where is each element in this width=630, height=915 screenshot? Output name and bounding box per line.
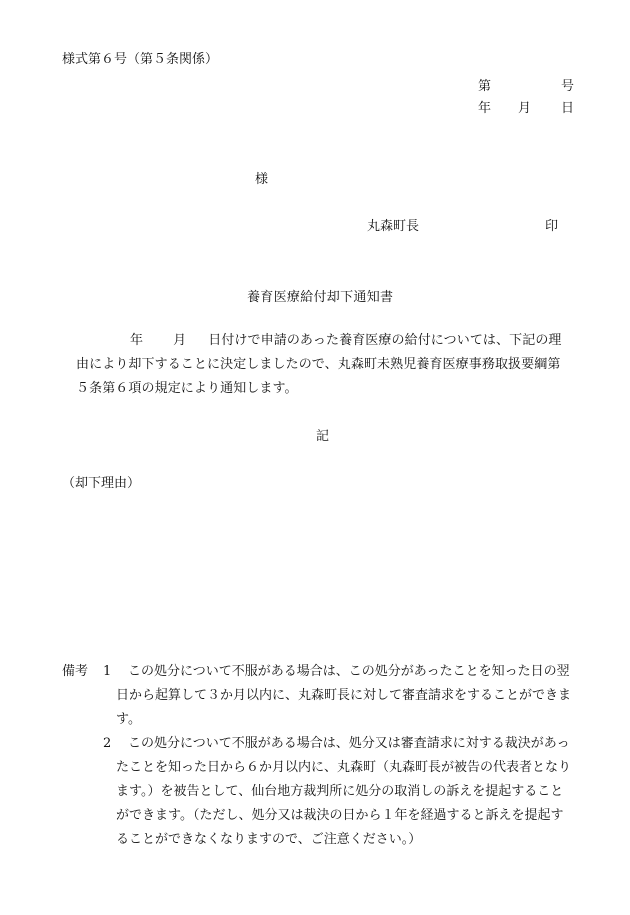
form-label: 様式第６号（第５条関係）: [62, 52, 219, 67]
note-2-line-1: この処分について不服がある場合は、処分又は審査請求に対する裁決があっ: [128, 736, 570, 751]
date-month: 月: [518, 101, 532, 116]
reason-label: （却下理由）: [62, 476, 141, 491]
body-line-1-text: 日付けで申請のあった養育医療の給付については、下記の理: [208, 333, 562, 348]
date-year: 年: [478, 101, 492, 116]
note-2-line-3: ます。）を被告として、仙台地方裁判所に処分の取消しの訴えを提起すること: [116, 784, 564, 799]
document-title: 養育医療給付却下通知書: [247, 290, 394, 305]
doc-number-suffix: 号: [561, 79, 575, 94]
note-1-line-1: この処分について不服がある場合は、この処分があったことを知った日の翌: [128, 664, 570, 679]
body-month: 月: [173, 333, 187, 348]
note-1-line-2: 日から起算して３か月以内に、丸森町長に対して審査請求をすることができま: [116, 688, 572, 703]
note-2-line-5: ることができなくなりますので、ご注意ください。）: [116, 832, 422, 847]
addressee-suffix: 様: [255, 172, 269, 187]
issuer-seal: 印: [545, 219, 559, 234]
body-line-3: ５条第６項の規定により通知します。: [76, 381, 298, 396]
body-line-1: [62, 329, 590, 353]
body-line-2: 由により却下することに決定しましたので、丸森町未熟児養育医療事務取扱要綱第: [76, 357, 561, 372]
note-2-line-2: たことを知った日から６か月以内に、丸森町（丸森町長が被告の代表者となり: [116, 760, 572, 775]
ki-heading: 記: [316, 429, 330, 444]
issuer-name: 丸森町長: [367, 219, 420, 234]
note-number-2: 2: [103, 736, 112, 751]
date-day: 日: [561, 101, 575, 116]
doc-number-prefix: 第: [478, 79, 492, 94]
note-2-line-4: ができます。（ただし、処分又は裁決の日から１年を経過すると訴えを提起す: [116, 808, 564, 823]
body-paragraph: [62, 329, 590, 401]
note-number-1: 1: [103, 664, 112, 679]
body-year: 年: [130, 333, 144, 348]
notes-label: 備考: [62, 664, 89, 679]
note-1-line-3: す。: [116, 712, 141, 727]
